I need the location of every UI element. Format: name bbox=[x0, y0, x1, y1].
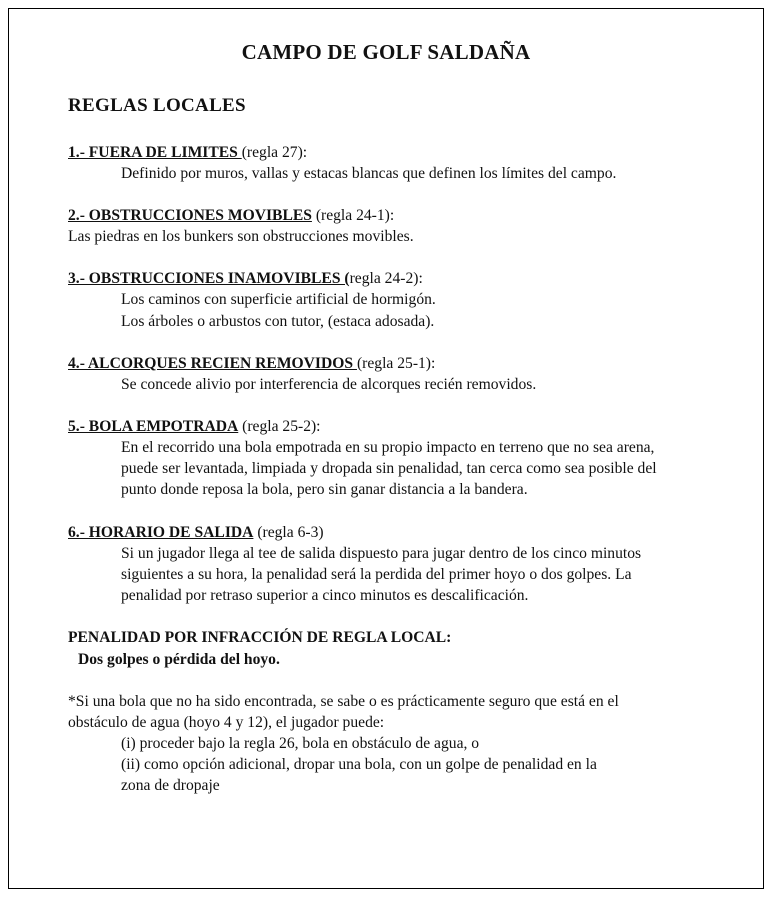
document-subtitle: REGLAS LOCALES bbox=[68, 95, 246, 116]
rule-3-header bbox=[68, 269, 423, 289]
note-option: (i) proceder bajo la regla 26, bola en obstáculo de agua, o bbox=[121, 735, 480, 752]
note-line: obstáculo de agua (hoyo 4 y 12), el jugador puede: bbox=[68, 714, 385, 731]
rule-heading: 5.- BOLA EMPOTRADA bbox=[68, 418, 239, 435]
note-option: (ii) como opción adicional, dropar una bola, con un golpe de penalidad en la bbox=[121, 756, 597, 773]
rule-heading: 2.- OBSTRUCCIONES MOVIBLES bbox=[68, 207, 312, 224]
note-option: zona de dropaje bbox=[121, 777, 220, 794]
rule-6-line: penalidad por retraso superior a cinco minutos es descalificación. bbox=[121, 587, 529, 604]
document-title: CAMPO DE GOLF SALDAÑA bbox=[241, 40, 531, 64]
rule-2-header bbox=[68, 206, 394, 226]
rule-6-line: siguientes a su hora, la penalidad será la perdida del primer hoyo o dos golpes. La bbox=[121, 566, 632, 583]
rule-heading: 3.- OBSTRUCCIONES INAMOVIBLES ( bbox=[68, 270, 350, 287]
rule-3-line: Los árboles o arbustos con tutor, (estaca adosada). bbox=[121, 313, 435, 330]
note-line: *Si una bola que no ha sido encontrada, se sabe o es prácticamente seguro que está en el bbox=[68, 693, 619, 710]
rule-heading: 4.- ALCORQUES RECIEN REMOVIDOS bbox=[68, 355, 357, 372]
rule-reference: (regla 6-3) bbox=[253, 524, 324, 541]
penalty-heading: PENALIDAD POR INFRACCIÓN DE REGLA LOCAL: bbox=[68, 629, 452, 646]
rule-4-header bbox=[68, 354, 435, 374]
rule-reference: (regla 25-2): bbox=[238, 418, 321, 435]
rule-reference: (regla 27): bbox=[241, 144, 308, 161]
rule-heading: 6.- HORARIO DE SALIDA bbox=[68, 524, 254, 541]
rule-5-line: puede ser levantada, limpiada y dropada sin penalidad, tan cerca como sea posible del bbox=[121, 460, 657, 477]
rule-5-header bbox=[68, 417, 321, 437]
rule-6-line: Si un jugador llega al tee de salida dispuesto para jugar dentro de los cinco minutos bbox=[121, 545, 642, 562]
rule-4-line: Se concede alivio por interferencia de alcorques recién removidos. bbox=[121, 376, 537, 393]
rule-reference: (regla 24-1): bbox=[311, 207, 395, 224]
rule-6-header bbox=[68, 523, 324, 543]
rule-1-line: Definido por muros, vallas y estacas blancas que definen los límites del campo. bbox=[121, 165, 617, 182]
rule-5-line: punto donde reposa la bola, pero sin ganar distancia a la bandera. bbox=[121, 481, 528, 498]
rule-1-header bbox=[68, 143, 307, 163]
rule-reference: regla 24-2): bbox=[349, 270, 423, 287]
rule-heading: 1.- FUERA DE LIMITES bbox=[68, 144, 242, 161]
rule-reference: (regla 25-1): bbox=[356, 355, 436, 372]
penalty-text: Dos golpes o pérdida del hoyo. bbox=[78, 651, 280, 668]
rule-2-line: Las piedras en los bunkers son obstrucciones movibles. bbox=[68, 228, 414, 245]
rule-3-line: Los caminos con superficie artificial de hormigón. bbox=[121, 291, 436, 308]
rule-5-line: En el recorrido una bola empotrada en su propio impacto en terreno que no sea arena, bbox=[121, 439, 655, 456]
